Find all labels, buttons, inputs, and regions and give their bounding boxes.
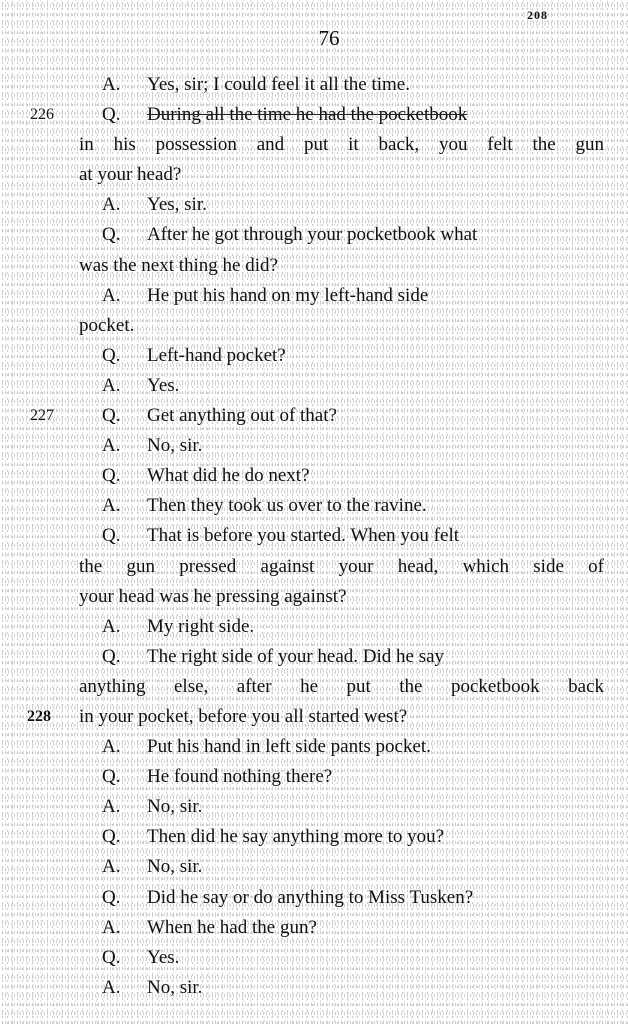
- speaker-label: Q.: [102, 224, 121, 246]
- line-text: He found nothing there?: [147, 766, 333, 788]
- transcript-line: [0, 100, 628, 130]
- transcript-continuation-line: [0, 672, 628, 702]
- transcript-line: [0, 521, 628, 551]
- line-text: Yes.: [147, 946, 180, 968]
- speaker-label: Q.: [102, 826, 121, 848]
- margin-number: 228: [27, 707, 51, 725]
- speaker-label: A.: [102, 374, 121, 396]
- transcript-continuation-line: [0, 251, 628, 281]
- line-text: No, sir.: [147, 435, 203, 457]
- line-text: Get anything out of that?: [147, 405, 337, 427]
- line-text: What did he do next?: [147, 465, 310, 487]
- line-text: No, sir.: [147, 796, 203, 818]
- transcript-line: [0, 220, 628, 250]
- speaker-label: A.: [102, 976, 121, 998]
- line-text: Yes.: [147, 374, 180, 396]
- page-number: 76: [318, 26, 340, 50]
- transcript-line: [0, 852, 628, 882]
- transcript-continuation-line: [0, 552, 628, 582]
- speaker-label: A.: [102, 435, 121, 457]
- transcript-line: [0, 973, 628, 1003]
- transcript-line: [0, 642, 628, 672]
- transcript-line: [0, 883, 628, 913]
- speaker-label: Q.: [102, 886, 121, 908]
- transcript-line: [0, 341, 628, 371]
- line-text: Left-hand pocket?: [147, 344, 286, 366]
- line-text: He put his hand on my left-hand side: [147, 284, 429, 306]
- line-text: The right side of your head. Did he say: [147, 645, 445, 667]
- transcript-line: [0, 732, 628, 762]
- transcript-line: [0, 281, 628, 311]
- transcript-continuation-line: [0, 311, 628, 341]
- line-text: Put his hand in left side pants pocket.: [147, 736, 431, 758]
- line-text: Yes, sir; I could feel it all the time.: [147, 74, 410, 95]
- speaker-label: Q.: [102, 525, 121, 547]
- transcript-lines: [0, 70, 628, 1003]
- line-text: Did he say or do anything to Miss Tusken?: [147, 886, 474, 908]
- transcript-body: [0, 70, 628, 1003]
- transcript-line: [0, 431, 628, 461]
- transcript-continuation-line: [0, 702, 628, 732]
- line-text: My right side.: [147, 615, 255, 637]
- line-text: anything else, after he put the pocketbook back: [79, 675, 604, 697]
- speaker-label: Q.: [102, 766, 121, 788]
- margin-number: 227: [30, 407, 54, 425]
- transcript-continuation-line: [0, 582, 628, 612]
- line-text: the gun pressed against your head, which side of: [79, 555, 604, 577]
- speaker-label: A.: [102, 856, 121, 878]
- speaker-label: A.: [102, 284, 121, 306]
- speaker-label: Q.: [102, 465, 121, 487]
- transcript-continuation-line: [0, 130, 628, 160]
- transcript-line: [0, 792, 628, 822]
- line-text: pocket.: [79, 314, 135, 336]
- speaker-label: Q.: [102, 645, 121, 667]
- speaker-label: A.: [102, 615, 121, 637]
- transcript-line: [0, 913, 628, 943]
- line-text: Yes, sir.: [147, 194, 207, 216]
- transcript-line: [0, 762, 628, 792]
- page-stamp: 208: [527, 8, 548, 22]
- line-text: was the next thing he did?: [79, 254, 278, 276]
- speaker-label: Q.: [102, 405, 121, 427]
- transcript-line: [0, 461, 628, 491]
- line-text: No, sir.: [147, 976, 203, 998]
- line-text: Then they took us over to the ravine.: [147, 495, 427, 517]
- speaker-label: A.: [102, 194, 121, 216]
- speaker-label: Q.: [102, 344, 121, 366]
- speaker-label: Q.: [102, 104, 121, 126]
- transcript-line: [0, 401, 628, 431]
- transcript-line: [0, 612, 628, 642]
- margin-number: 226: [30, 106, 54, 124]
- line-text: That is before you started. When you felt: [147, 525, 459, 547]
- line-text: During all the time he had the pocketbook: [147, 104, 468, 126]
- line-text: After he got through your pocketbook what: [147, 224, 478, 246]
- line-text: in your pocket, before you all started west?: [79, 705, 408, 727]
- transcript-line: [0, 822, 628, 852]
- line-text: your head was he pressing against?: [79, 585, 347, 607]
- transcript-line: [0, 70, 628, 100]
- line-text: When he had the gun?: [147, 916, 317, 938]
- speaker-label: A.: [102, 74, 121, 95]
- speaker-label: A.: [102, 796, 121, 818]
- speaker-label: A.: [102, 736, 121, 758]
- line-text: Then did he say anything more to you?: [147, 826, 445, 848]
- transcript-line: [0, 190, 628, 220]
- transcript-continuation-line: [0, 160, 628, 190]
- speaker-label: A.: [102, 495, 121, 517]
- speaker-label: Q.: [102, 946, 121, 968]
- transcript-line: [0, 371, 628, 401]
- line-text: in his possession and put it back, you felt the gun: [79, 134, 604, 156]
- transcript-line: [0, 491, 628, 521]
- line-text: No, sir.: [147, 856, 203, 878]
- transcript-line: [0, 943, 628, 973]
- speaker-label: A.: [102, 916, 121, 938]
- line-text: at your head?: [79, 164, 182, 186]
